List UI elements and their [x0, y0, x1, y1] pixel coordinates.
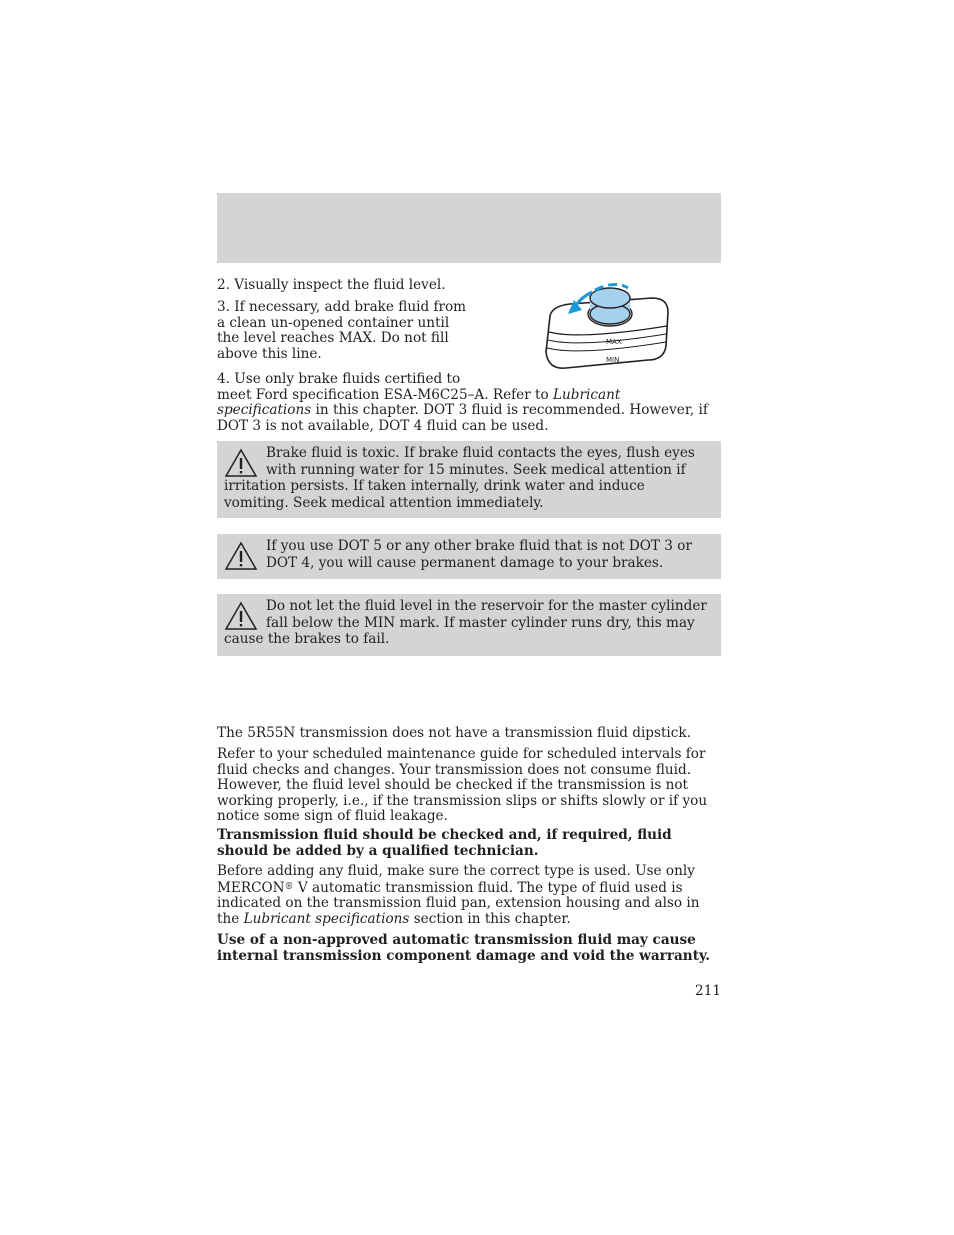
header-bar: [217, 193, 721, 263]
warning-min-level: Do not let the fluid level in the reservoir for the master cylinder fall below the MIN mark. If master cylinder runs dry, this may cause the brakes to fail.: [217, 594, 721, 656]
page-number: 211: [695, 983, 721, 999]
warning-dot5: If you use DOT 5 or any other brake fluid that is not DOT 3 or DOT 4, you will cause permanent damage to your brakes.: [217, 534, 721, 579]
trans-p1: The 5R55N transmission does not have a transmission fluid dipstick.: [217, 725, 691, 741]
trans-p2: Refer to your scheduled maintenance guide for scheduled intervals for fluid checks and changes. Your transmission does not consume fluid. However, the fluid level should be checked if the transmission is not working properly, i.e., if the transmission slips or shifts slowly or if you notice some sign of fluid leakage.: [217, 746, 708, 825]
warning-triangle-icon: [224, 448, 258, 478]
warning-triangle-icon: [224, 541, 258, 571]
min-label: MIN: [606, 356, 620, 364]
step-3: 3. If necessary, add brake fluid from a clean un-opened container until the level reaches MAX. Do not fill above this line.: [217, 299, 467, 362]
brake-reservoir-illustration: [540, 280, 672, 376]
trans-p3: Transmission fluid should be checked and, if required, fluid should be added by a qualified technician.: [217, 827, 672, 859]
warning-toxic: Brake fluid is toxic. If brake fluid contacts the eyes, flush eyes with running water for 15 minutes. Seek medical attention if irritation persists. If taken internally, drink water and induce vomiting. Seek medical attention immediately.: [217, 441, 721, 518]
warning-triangle-icon: [224, 601, 258, 631]
max-label: MAX: [606, 338, 622, 346]
step-4: 4. Use only brake fluids certified to meet Ford specification ESA-M6C25–A. Refer to Lubricant specifications in this chapter. DOT 3 fluid is recommended. However, if DOT 3 is not available, DOT 4 fluid can be used.: [217, 371, 708, 434]
trans-p5: Use of a non-approved automatic transmission fluid may cause internal transmission component damage and void the warranty.: [217, 932, 711, 964]
trans-p4: Before adding any fluid, make sure the correct type is used. Use only MERCON® V automatic transmission fluid. The type of fluid used is indicated on the transmission fluid pan, extension housing and also in the Lubricant specifications section in this chapter.: [217, 863, 700, 927]
step-2: 2. Visually inspect the fluid level.: [217, 277, 446, 293]
